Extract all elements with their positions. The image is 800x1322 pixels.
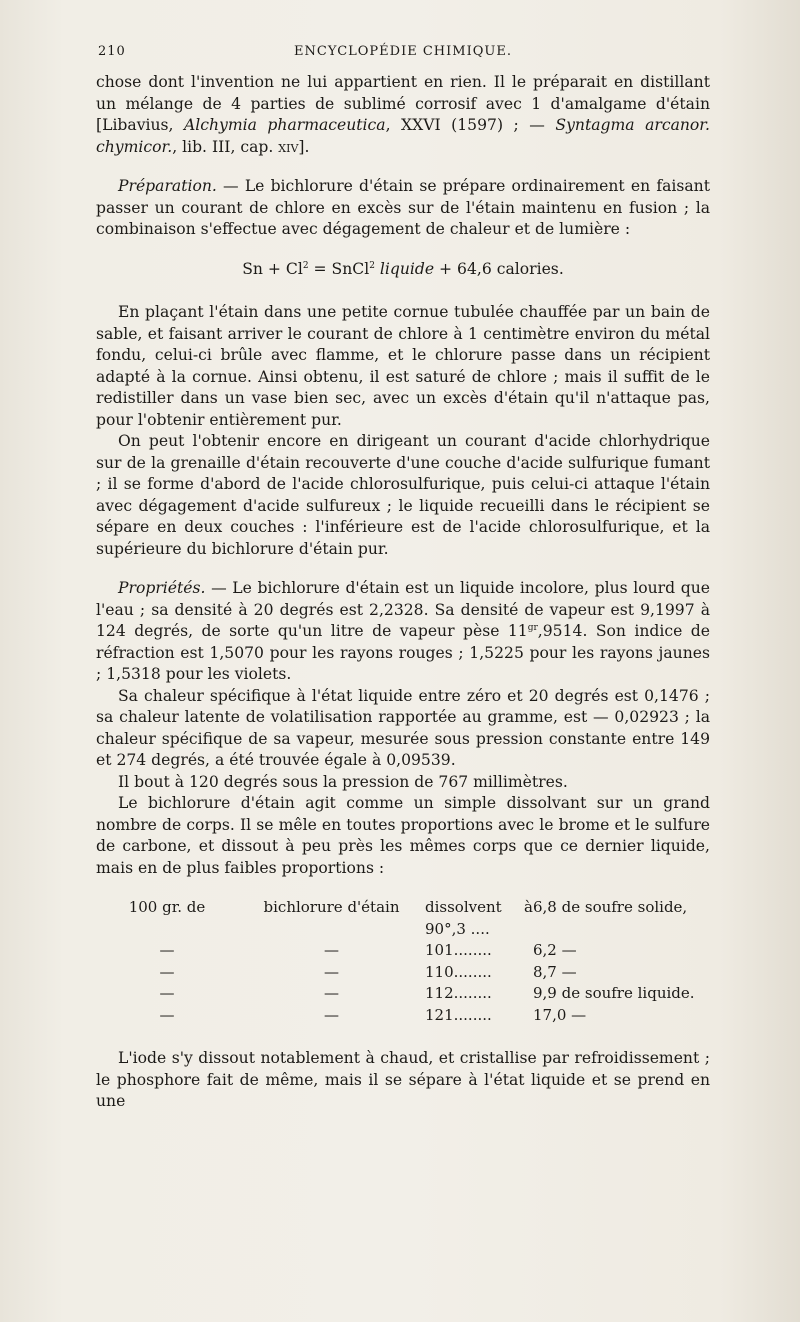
paragraph-ebullition: Il bout à 120 degrés sous la pression de 767 millimètres. xyxy=(118,772,568,791)
table-cell: dissolvent à 90°,3 .... xyxy=(425,898,533,938)
page-header xyxy=(98,44,708,64)
table-cell: 100 gr. de xyxy=(128,898,206,916)
properties-text-b: ,9514. Son indice de réfraction est 1,5070 pour les rayons rouges ; 1,5225 pour les rayons jaunes ; 1,5318 pour les violets. xyxy=(96,622,710,683)
table-row xyxy=(96,983,710,1005)
properties-paragraph xyxy=(96,578,710,686)
formula-left: Sn + Cl xyxy=(242,259,303,278)
table-cell: 112........ xyxy=(425,984,492,1002)
intro-chapter: xiv xyxy=(278,137,299,156)
table-cell: 6,8 de soufre solide, xyxy=(533,898,688,916)
paragraph-cornue: En plaçant l'étain dans une petite cornue tubulée chauffée par un bain de sable, et faisant arriver le courant de chlore à 1 centimètre environ du métal fondu, celui-ci brûle avec flamme, et le chlorure passe dans un récipient adapté à la cornue. Ainsi obtenu, il est saturé de chlore ; mais il suffit de le redistiller dans un vase bien sec, avec un excès d'étain qu'il n'attaque pas, pour l'obtenir entièrement pur. xyxy=(96,303,710,429)
table-row xyxy=(96,897,710,940)
table-cell: — xyxy=(159,962,175,981)
intro-text-d: ]. xyxy=(298,137,310,156)
intro-text-c: , lib. III, cap. xyxy=(172,137,279,156)
intro-paragraph xyxy=(96,72,710,158)
table-cell: — xyxy=(324,962,339,981)
table-cell: — xyxy=(324,941,339,959)
formula-sup2: 2 xyxy=(369,260,375,271)
table-row xyxy=(96,1005,710,1027)
intro-title-syntagma: Syntagma arcanor. chymicor. xyxy=(96,116,710,156)
table-cell: — xyxy=(159,1005,175,1024)
table-cell: — xyxy=(159,941,175,959)
solubility-table xyxy=(96,897,710,1026)
formula-right: + 64,6 calories. xyxy=(434,259,564,278)
table-cell: 110........ xyxy=(425,962,492,981)
table-cell: 101........ xyxy=(425,941,492,959)
table-cell: — xyxy=(324,984,339,1002)
table-row xyxy=(96,962,710,984)
table-cell: 6,2 — xyxy=(533,941,577,959)
body-text xyxy=(96,72,710,1113)
preparation-heading: Préparation. xyxy=(118,177,217,195)
preparation-text: — Le bichlorure d'étain se prépare ordinairement en faisant passer un courant de chlore en excès sur de l'étain maintenu en fusion ; la combinaison s'effectue avec dégagement de chaleur et de lumière : xyxy=(96,177,710,238)
table-row xyxy=(96,940,710,962)
table-cell: 8,7 — xyxy=(533,962,577,981)
properties-sup: gr xyxy=(527,622,538,633)
table-cell: bichlorure d'étain xyxy=(263,898,400,916)
paragraph-chaleur: Sa chaleur spécifique à l'état liquide entre zéro et 20 degrés est 0,1476 ; sa chaleur latente de volatilisation rapportée au gramme, est — 0,02923 ; la chaleur spécifique de sa vapeur, mesurée sous pression constante entre 149 et 274 degrés, a été trouvée égale à 0,09539. xyxy=(96,686,710,769)
intro-title-alchymia: Alchymia pharmaceutica xyxy=(184,116,386,134)
formula-mid: = SnCl xyxy=(308,259,370,278)
table-cell: 17,0 — xyxy=(533,1005,587,1024)
formula-italic: liquide xyxy=(374,259,435,278)
table-cell: 9,9 de soufre liquide. xyxy=(533,984,695,1002)
paragraph-dissolvant: Le bichlorure d'étain agit comme un simple dissolvant sur un grand nombre de corps. Il se mêle en toutes proportions avec le brome et le sulfure de carbone, et dissout à peu près les mêmes corps que ce dernier liquide, mais en de plus faibles proportions : xyxy=(96,794,710,877)
reaction-formula xyxy=(96,259,710,281)
formula-sup1: 2 xyxy=(302,260,309,271)
intro-text-a: chose dont l'invention ne lui appartient en rien. Il le préparait en distillant un mélange de 4 parties de sublimé corrosif avec 1 d'amalgame d'étain [Libavius, xyxy=(96,73,710,134)
table-cell: — xyxy=(159,984,175,1002)
paragraph-iode: L'iode s'y dissout notablement à chaud, et cristallise par refroidissement ; le phosphore fait de même, mais il se sépare à l'état liquide et se prend en une xyxy=(96,1049,710,1110)
properties-text-a: — Le bichlorure d'étain est un liquide incolore, plus lourd que l'eau ; sa densité à 20 degrés est 2,2328. Sa densité de vapeur est 9,1997 à 124 degrés, de sorte qu'un litre de vapeur pèse 11 xyxy=(96,579,710,640)
preparation-paragraph xyxy=(96,176,710,241)
running-title: ENCYCLOPÉDIE CHIMIQUE. xyxy=(294,44,512,59)
page-number: 210 xyxy=(98,44,126,59)
table-cell: — xyxy=(324,1005,339,1024)
intro-text-b: , XXVI (1597) ; — xyxy=(385,116,556,134)
paragraph-chlorhydrique: On peut l'obtenir encore en dirigeant un courant d'acide chlorhydrique sur de la grenaille d'étain recouverte d'une couche d'acide sulfurique fumant ; il se forme d'abord de l'acide chlorosulfurique, puis celui-ci attaque l'étain avec dégagement d'acide sulfureux ; le liquide recueilli dans le récipient se sépare en deux couches : l'inférieure est de l'acide chlorosulfurique, et la supérieure du bichlorure d'étain pur. xyxy=(96,432,710,558)
table-cell: 121........ xyxy=(425,1005,492,1024)
properties-heading: Propriétés. xyxy=(118,579,206,597)
